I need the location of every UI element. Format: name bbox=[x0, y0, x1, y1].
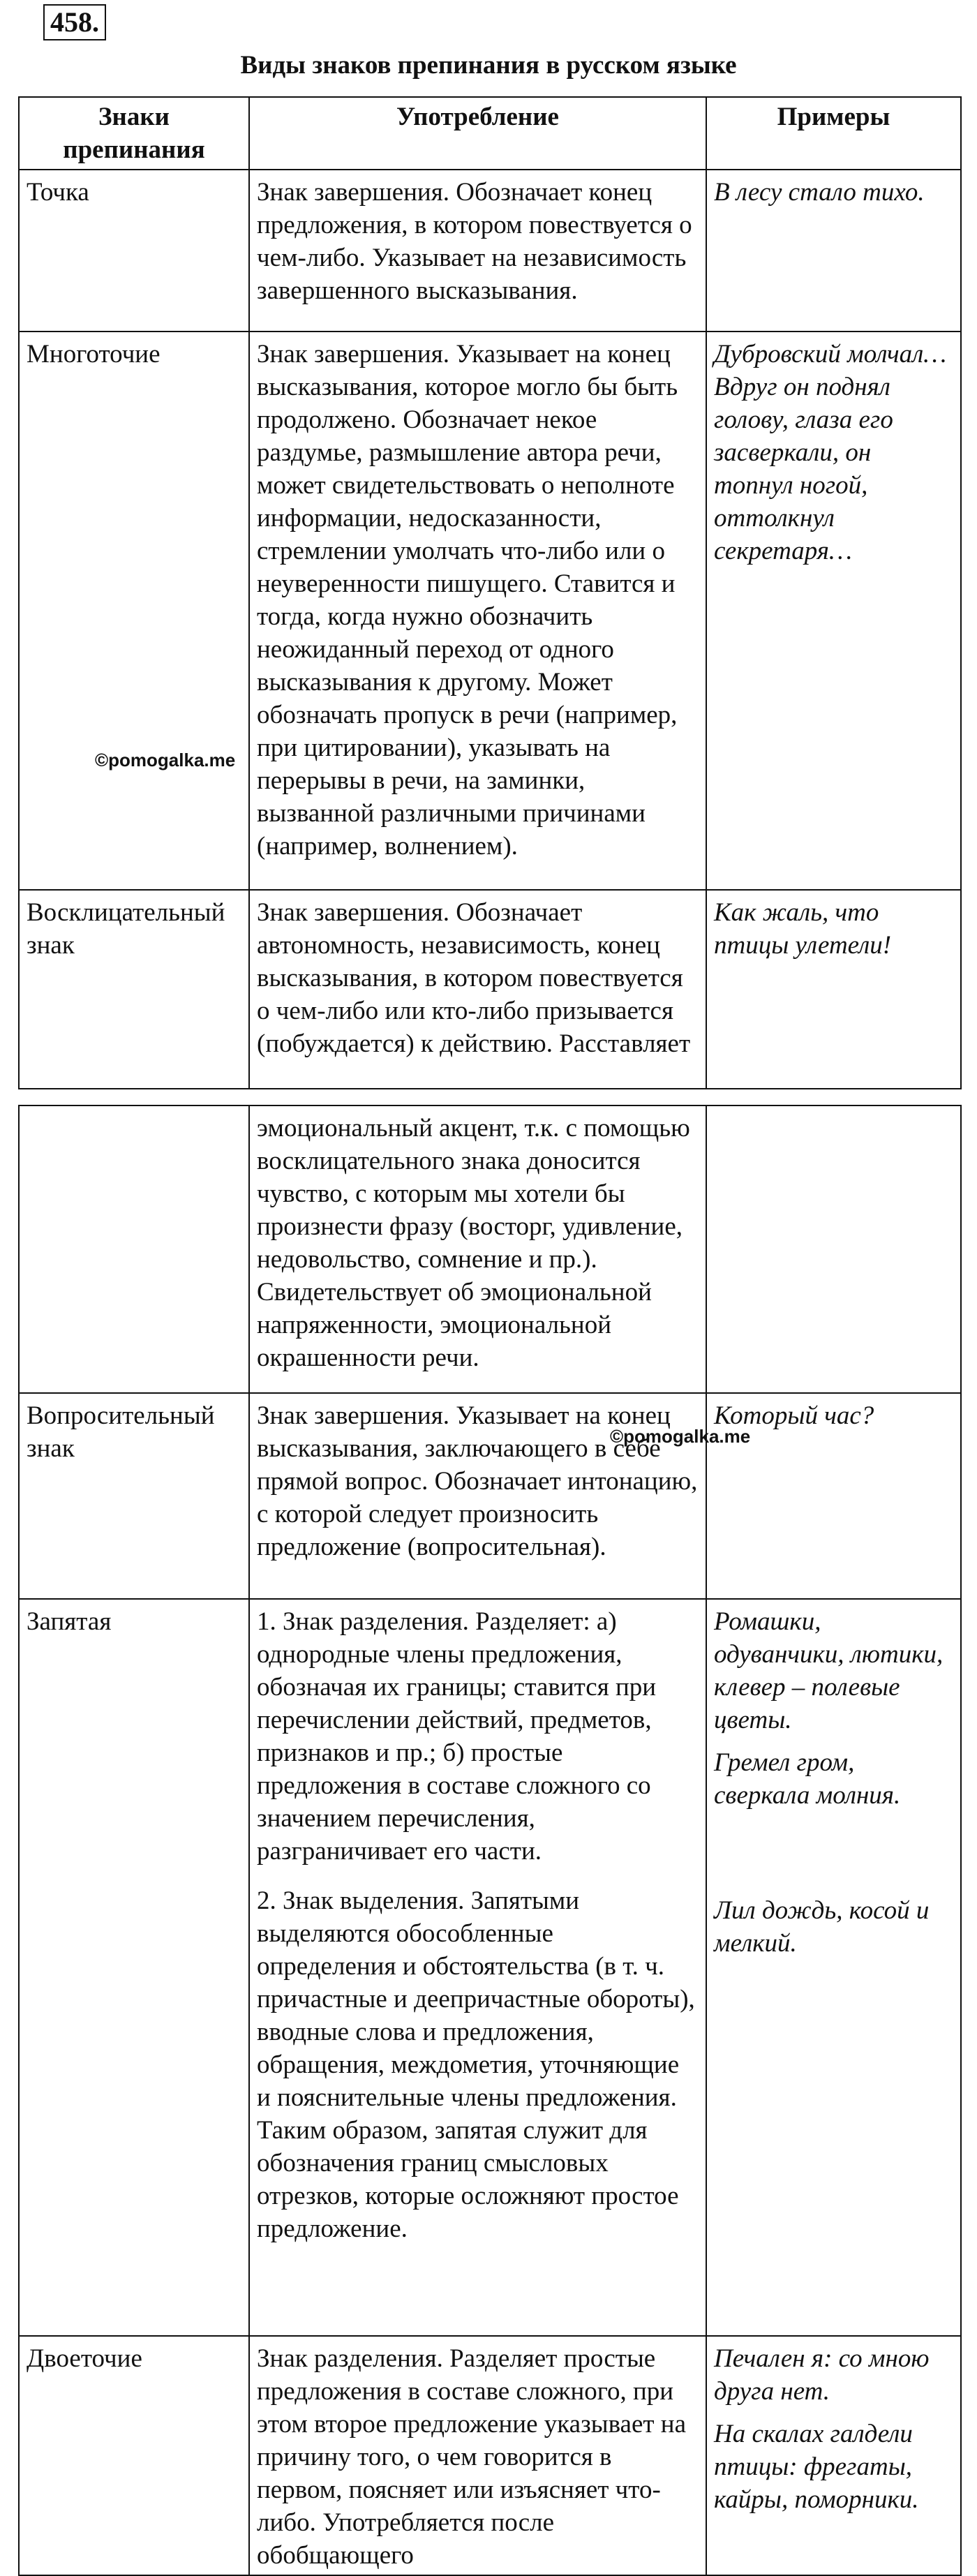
sign-cell: Восклицательный знак bbox=[19, 890, 249, 1089]
example-cell: Как жаль, что птицы улетели! bbox=[706, 890, 961, 1089]
header-sign: Знаки препинания bbox=[19, 97, 249, 170]
example-cell bbox=[706, 1105, 961, 1393]
usage-cell: Знак разделения. Разделяет простые предложения в составе сложного, при этом второе предложение указывает на причину того, о чем говорится в первом, поясняет или изъясняет что-либо. Употребляется после обобщающего bbox=[249, 2336, 706, 2575]
exercise-number: 458. bbox=[43, 4, 106, 40]
usage-cell: Знак завершения. Указывает на конец высказывания, которое могло бы быть продолжено. Обозначает некое раздумье, размышление автора речи, может свидетельствовать о неполноте информации, недосказанности, стремлении умолчать что-либо или о неуверенности пишущего. Ставится и тогда, когда нужно обозначить неожиданный переход от одного высказывания к другому. Может обозначать пропуск в речи (например, при цитировании), указывать на перерывы в речи, на заминки, вызванной различными причинами (например, волнением). bbox=[249, 332, 706, 890]
watermark: ©pomogalka.me bbox=[95, 750, 236, 770]
table-row bbox=[19, 1599, 961, 2336]
table-row bbox=[19, 2336, 961, 2575]
table-row bbox=[19, 1105, 961, 1393]
punctuation-table bbox=[18, 96, 962, 1089]
example-text: Лил дождь, косой и мелкий. bbox=[714, 1896, 930, 1958]
table-header-row bbox=[19, 97, 961, 170]
usage-cell: Знак завершения. Обозначает конец предложения, в котором повествуется о чем-либо. Указывает на независимость завершенного высказывания. bbox=[249, 170, 706, 332]
sign-cell: Вопросительный знак bbox=[19, 1393, 249, 1599]
watermark: ©pomogalka.me bbox=[610, 1426, 751, 1447]
example-cell: В лесу стало тихо. bbox=[706, 170, 961, 332]
example-text: Печален я: со мною друга нет. bbox=[714, 2344, 930, 2406]
example-text: Гремел гром, сверкала молния. bbox=[714, 1748, 901, 1810]
sign-cell: Двоеточие bbox=[19, 2336, 249, 2575]
example-cell: Дубровский молчал… Вдруг он поднял голову, глаза его засверкали, он топнул ногой, оттолкнул секретаря… bbox=[706, 332, 961, 890]
table-row bbox=[19, 332, 961, 890]
table-row bbox=[19, 890, 961, 1089]
table-row bbox=[19, 170, 961, 332]
table-row bbox=[19, 1393, 961, 1599]
example-cell: Который час? bbox=[706, 1393, 961, 1599]
sign-cell bbox=[19, 1105, 249, 1393]
usage-cell: Знак завершения. Указывает на конец высказывания, заключающего в себе прямой вопрос. Обозначает интонацию, с которой следует произносить предложение (вопросительная). bbox=[249, 1393, 706, 1599]
sign-cell: Запятая bbox=[19, 1599, 249, 2336]
example-text: На скалах галдели птицы: фрегаты, кайры, поморники. bbox=[714, 2420, 919, 2514]
usage-paragraph: 2. Знак выделения. Запятыми выделяются обособленные определения и обстоятельства (в т. ч. причастные и деепричастные обороты), вводные слова и предложения, обращения, междометия, уточняющие и пояснительные члены предложения. Таким образом, запятая служит для обозначения границ смысловых отрезков, которые осложняют простое предложение. bbox=[257, 1886, 695, 2243]
sign-cell: Точка bbox=[19, 170, 249, 332]
sign-cell: Многоточие bbox=[19, 332, 249, 890]
document-title: Виды знаков препинания в русском языке bbox=[240, 51, 737, 80]
example-text: Ромашки, одуванчики, лютики, клевер – полевые цветы. bbox=[714, 1607, 944, 1734]
usage-cell: Знак завершения. Обозначает автономность, независимость, конец высказывания, в котором повествуется о чем-либо или кто-либо призывается (побуждается) к действию. Расставляет bbox=[249, 890, 706, 1089]
usage-cell: эмоциональный акцент, т.к. с помощью восклицательного знака доносится чувство, с которым мы хотели бы произнести фразу (восторг, удивление, недовольство, сомнение и пр.). Свидетельствует об эмоциональной напряженности, эмоциональной окрашенности речи. bbox=[249, 1105, 706, 1393]
example-cell bbox=[706, 1599, 961, 2336]
example-cell bbox=[706, 2336, 961, 2575]
punctuation-table-continued bbox=[18, 1105, 962, 2576]
header-examples: Примеры bbox=[706, 97, 961, 170]
usage-paragraph: 1. Знак разделения. Разделяет: а) однородные члены предложения, обозначая их границы; ставится при перечислении действий, предметов, признаков и пр.; б) простые предложения в составе сложного со значением перечисления, разграничивает его части. bbox=[257, 1607, 657, 1866]
usage-cell bbox=[249, 1599, 706, 2336]
header-usage: Употребление bbox=[249, 97, 706, 170]
